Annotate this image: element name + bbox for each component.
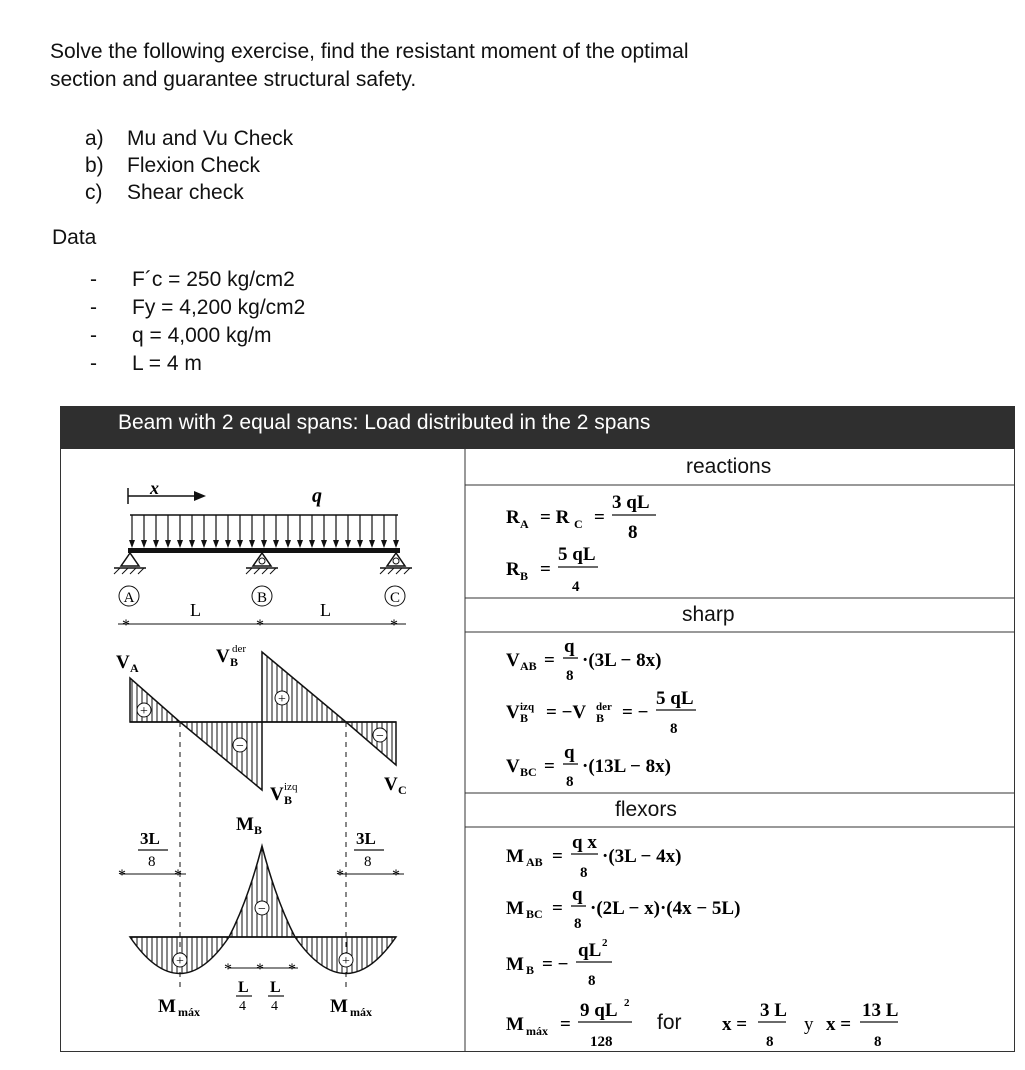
svg-text:x =: x = [722, 1014, 748, 1035]
plus-label: + [278, 692, 286, 707]
support-a-label: A [123, 590, 135, 606]
task-label: c) [85, 181, 103, 204]
svg-text:5 qL: 5 qL [656, 688, 694, 709]
load-arrow-head [297, 540, 303, 548]
svg-text:8: 8 [588, 973, 596, 989]
va-sub: A [130, 661, 139, 675]
data-dash: - [90, 352, 97, 375]
formula-mmax [506, 997, 898, 1050]
for-word: for [657, 1011, 682, 1034]
dim-star: * [336, 867, 344, 884]
mb-label: M [236, 814, 254, 835]
data-dash: - [90, 268, 97, 291]
formula-reaction-b [506, 544, 598, 595]
formula-vb [506, 688, 696, 737]
formula-vbc [506, 742, 671, 790]
svg-text:V: V [506, 756, 520, 777]
task-label: b) [85, 154, 104, 177]
frac-3l-den-1: 8 [148, 854, 156, 870]
data-text: F´c = 250 kg/cm2 [132, 268, 295, 291]
svg-text:M: M [506, 898, 524, 919]
svg-text:=: = [594, 507, 605, 528]
minus-label: − [258, 902, 266, 917]
shear-bc-negative [346, 722, 396, 765]
task-text: Mu and Vu Check [127, 127, 294, 150]
moment-b-negative [229, 846, 295, 937]
load-arrow-head [369, 540, 375, 548]
load-arrow-head [177, 540, 183, 548]
svg-text:R: R [506, 507, 520, 528]
svg-text:B: B [526, 963, 535, 977]
dim-star: * [122, 617, 130, 634]
data-text: q = 4,000 kg/m [132, 324, 272, 347]
y-word: y [804, 1014, 814, 1035]
svg-text:= R: = R [540, 507, 570, 528]
svg-text:8: 8 [566, 668, 574, 684]
svg-text:4: 4 [572, 579, 580, 595]
load-arrow-head [357, 540, 363, 548]
data-text: Fy = 4,200 kg/cm2 [132, 296, 306, 319]
svg-text:8: 8 [874, 1034, 882, 1050]
svg-text:=: = [540, 559, 551, 580]
shear-bc-positive [262, 652, 346, 722]
svg-text:q: q [572, 884, 583, 905]
support-b [246, 553, 278, 574]
svg-text:=: = [552, 846, 563, 867]
svg-text:= −: = − [622, 702, 649, 723]
svg-text:8: 8 [574, 916, 582, 932]
svg-text:8: 8 [628, 522, 638, 543]
data-dash: - [90, 324, 97, 347]
svg-text:= −: = − [542, 954, 569, 975]
svg-text:= −V: = −V [546, 702, 587, 723]
svg-text:B: B [596, 711, 605, 725]
load-arrow-head [285, 540, 291, 548]
svg-text:=: = [560, 1014, 571, 1035]
svg-text:máx: máx [526, 1024, 548, 1038]
svg-text:q x: q x [572, 832, 597, 853]
svg-text:AB: AB [520, 659, 537, 673]
vb-der-sub: B [230, 655, 239, 669]
span-label-2: L [320, 600, 331, 620]
dim-star: * [392, 867, 400, 884]
dim-star: * [224, 961, 232, 978]
svg-text:AB: AB [526, 855, 543, 869]
svg-text:V: V [506, 702, 520, 723]
load-arrow-head [273, 540, 279, 548]
q-label: q [312, 485, 322, 507]
svg-text:·(2L − x)·(4x − 5L): ·(2L − x)·(4x − 5L) [590, 898, 741, 919]
support-c-label: C [389, 590, 401, 606]
svg-text:8: 8 [580, 865, 588, 881]
data-dash: - [90, 296, 97, 319]
mmax-label-2: M [330, 996, 348, 1017]
svg-text:13 L: 13 L [862, 1000, 899, 1021]
shear-ab-positive [130, 678, 180, 722]
frac-l4-num-2: L [270, 979, 281, 996]
vb-der-label: V [216, 646, 230, 667]
formula-mbc [506, 884, 740, 932]
dim-star: * [174, 867, 182, 884]
load-arrows [129, 515, 399, 548]
svg-text:·(3L − 8x): ·(3L − 8x) [582, 650, 662, 671]
load-arrow-head [261, 540, 267, 548]
load-arrow-head [333, 540, 339, 548]
svg-text:M: M [506, 1014, 524, 1035]
svg-text:128: 128 [590, 1034, 613, 1050]
svg-text:B: B [520, 569, 529, 583]
load-arrow-head [309, 540, 315, 548]
vb-izq-sub: B [284, 793, 293, 807]
dim-star: * [256, 617, 264, 634]
svg-text:izq: izq [520, 701, 535, 713]
svg-text:8: 8 [670, 721, 678, 737]
formula-vab [506, 636, 661, 684]
svg-text:=: = [552, 898, 563, 919]
svg-text:·(3L − 4x): ·(3L − 4x) [602, 846, 682, 867]
svg-text:R: R [506, 559, 520, 580]
formula-reactions-ac [506, 492, 656, 543]
data-text: L = 4 m [132, 352, 202, 375]
section-sharp: sharp [682, 603, 735, 626]
svg-text:2: 2 [602, 937, 608, 949]
x-arrow-head [194, 491, 206, 501]
vc-label: V [384, 774, 398, 795]
dim-star: * [256, 961, 264, 978]
intro-line-2: section and guarantee structural safety. [50, 68, 417, 91]
span-label-1: L [190, 600, 201, 620]
support-c [380, 553, 412, 574]
load-arrow-head [345, 540, 351, 548]
mb-sub: B [254, 823, 263, 837]
svg-text:q: q [564, 742, 575, 763]
plus-label: + [176, 954, 184, 969]
load-arrow-head [249, 540, 255, 548]
svg-text:3 qL: 3 qL [612, 492, 650, 513]
svg-text:M: M [506, 846, 524, 867]
svg-text:x =: x = [826, 1014, 852, 1035]
support-a [114, 553, 146, 574]
dim-star: * [118, 867, 126, 884]
svg-text:9 qL: 9 qL [580, 1000, 618, 1021]
minus-label: − [236, 739, 244, 754]
load-arrow-head [153, 540, 159, 548]
task-text: Shear check [127, 181, 244, 204]
va-label: V [116, 652, 130, 673]
x-label: x [150, 478, 159, 498]
svg-text:qL: qL [578, 940, 602, 961]
frac-l4-den-2: 4 [271, 999, 278, 1014]
mmax-label-1: M [158, 996, 176, 1017]
svg-text:2: 2 [624, 997, 630, 1009]
task-label: a) [85, 127, 104, 150]
svg-text:V: V [506, 650, 520, 671]
load-arrow-head [381, 540, 387, 548]
svg-text:der: der [596, 701, 612, 713]
svg-text:C: C [574, 517, 583, 531]
svg-text:M: M [506, 954, 524, 975]
shear-ab-negative [180, 722, 262, 790]
load-arrow-head [225, 540, 231, 548]
svg-text:=: = [544, 756, 555, 777]
svg-text:q: q [564, 636, 575, 657]
load-arrow-head [237, 540, 243, 548]
formula-mab [506, 832, 681, 881]
plus-label: + [140, 704, 148, 719]
task-text: Flexion Check [127, 154, 261, 177]
mmax-sub-1: máx [178, 1005, 200, 1019]
formula-mb [506, 937, 612, 989]
frac-3l-num-1: 3L [140, 829, 160, 848]
support-b-label: B [256, 590, 268, 606]
vb-izq-label: V [270, 784, 284, 805]
table-title: Beam with 2 equal spans: Load distributed in the 2 spans [118, 411, 651, 434]
data-title: Data [52, 226, 97, 249]
mmax-sub-2: máx [350, 1005, 372, 1019]
svg-text:5 qL: 5 qL [558, 544, 596, 565]
frac-3l-num-2: 3L [356, 829, 376, 848]
svg-text:BC: BC [520, 765, 537, 779]
load-arrow-head [393, 540, 399, 548]
svg-text:8: 8 [766, 1034, 774, 1050]
frac-3l-den-2: 8 [364, 854, 372, 870]
svg-text:B: B [520, 711, 529, 725]
load-arrow-head [141, 540, 147, 548]
svg-text:BC: BC [526, 907, 543, 921]
svg-text:·(13L − 8x): ·(13L − 8x) [582, 756, 671, 777]
load-arrow-head [321, 540, 327, 548]
vb-der-sup: der [232, 643, 247, 655]
frac-l4-den-1: 4 [239, 999, 246, 1014]
svg-text:A: A [520, 517, 529, 531]
plus-label: + [342, 954, 350, 969]
minus-label: − [376, 729, 384, 744]
load-arrow-head [165, 540, 171, 548]
svg-text:=: = [544, 650, 555, 671]
section-reactions: reactions [686, 455, 772, 478]
dim-star: * [288, 961, 296, 978]
svg-text:8: 8 [566, 774, 574, 790]
frac-l4-num-1: L [238, 979, 249, 996]
svg-text:3 L: 3 L [760, 1000, 787, 1021]
vb-izq-sup: izq [284, 781, 298, 793]
beam [128, 548, 400, 553]
load-arrow-head [213, 540, 219, 548]
vc-sub: C [398, 783, 407, 797]
section-flexors: flexors [615, 798, 677, 821]
load-arrow-head [189, 540, 195, 548]
intro-line-1: Solve the following exercise, find the resistant moment of the optimal [50, 40, 689, 63]
dim-star: * [390, 617, 398, 634]
load-arrow-head [201, 540, 207, 548]
load-arrow-head [129, 540, 135, 548]
